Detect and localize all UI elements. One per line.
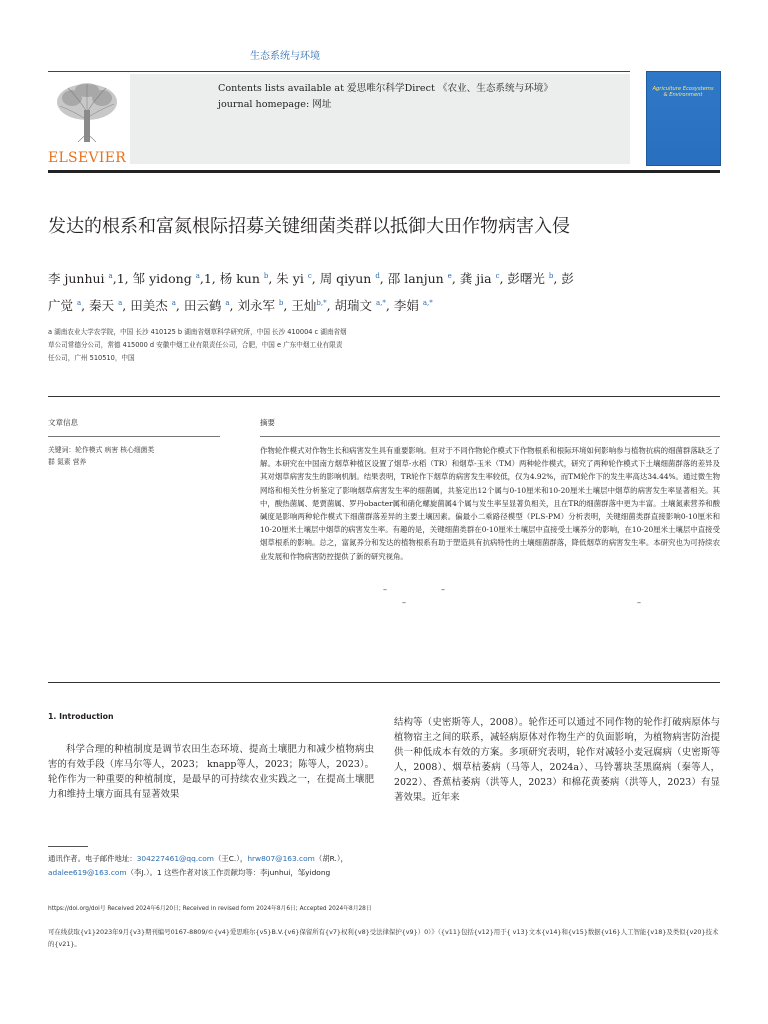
email-link[interactable]: adalee619@163.com — [48, 868, 127, 877]
affiliation-marker[interactable]: a,* — [376, 299, 386, 308]
author-list — [48, 264, 668, 318]
affiliation-marker[interactable]: a — [76, 299, 82, 308]
article-title: 发达的根系和富氮根际招募关键细菌类群以抵御大田作物病害入侵 — [48, 216, 570, 237]
affiliation-marker[interactable]: a — [118, 299, 123, 308]
footnote-rule — [48, 846, 88, 847]
affiliation-marker[interactable]: d — [375, 272, 380, 280]
separator-mark: – — [383, 585, 387, 594]
author-name[interactable]: , 龚 jia — [451, 271, 496, 287]
author-name[interactable]: , 彭曙光 — [499, 271, 549, 287]
section-heading: 1. Introduction — [48, 712, 114, 721]
separator-mark: – — [441, 585, 445, 594]
author-name[interactable]: , 田美杰 — [122, 298, 172, 314]
author-name[interactable]: , 田云鹤 — [175, 298, 226, 314]
abstract-label: 摘要 — [260, 418, 275, 427]
elsevier-wordmark: ELSEVIER — [48, 150, 126, 166]
author-name[interactable]: , 刘永军 — [229, 298, 279, 314]
elsevier-logo — [48, 76, 126, 166]
section-rule — [48, 396, 720, 397]
author-name[interactable]: , 周 qiyun — [311, 271, 376, 287]
affiliation-marker[interactable]: a — [171, 299, 176, 308]
journal-cover-title: Agriculture Ecosystems & Environment — [652, 86, 714, 99]
body-start-rule — [48, 682, 720, 683]
affiliation-marker[interactable]: a — [225, 299, 230, 308]
author-name[interactable]: , 朱 yi — [268, 271, 308, 287]
footnote-lead: 通讯作者。电子邮件地址： — [48, 854, 137, 863]
journal-name-link[interactable]: 生态系统与环境 — [250, 51, 320, 62]
email-link[interactable]: hrw807@163.com — [247, 854, 315, 863]
footnote-text: （胡R.）， — [314, 854, 348, 863]
footnote-text: （王C.）， — [213, 854, 248, 863]
header-bottom-rule — [48, 170, 720, 173]
affiliation-marker[interactable]: a — [108, 272, 113, 280]
affiliation-marker[interactable]: e — [447, 272, 452, 280]
article-info-label: 文章信息 — [48, 418, 78, 427]
contents-availability-line: Contents lists available at 爱思唯尔科学Direct 《农业、生态系统与环境》 journal homepage: 网址 — [218, 83, 553, 110]
keywords: 关键词：轮作模式 病害 核心细菌类群 氮素 营养 — [48, 446, 155, 466]
author-name[interactable]: ,1, 邹 yidong — [112, 271, 196, 287]
affiliation-marker[interactable]: b — [548, 272, 554, 280]
author-name[interactable]: , 王灿 — [283, 298, 317, 314]
affiliation-marker[interactable]: c — [495, 272, 500, 280]
affiliation-marker[interactable]: c — [307, 272, 312, 280]
corresponding-author-footnote — [48, 852, 468, 880]
footnote-text: （李J.）。1 这些作者对该工作贡献均等：李junhui，邹yidong — [126, 868, 331, 877]
affiliation-marker[interactable]: a — [195, 272, 200, 280]
author-name[interactable]: , 彭 — [553, 271, 574, 287]
doi-received-line[interactable]: https://doi.org/doi号 Received 2024年6月20日; Received in revised form 2024年8月6日; Accepted 2024年8月28日 — [48, 906, 372, 912]
separator-mark: – — [637, 598, 641, 607]
author-name[interactable]: , 胡瑞文 — [326, 298, 376, 314]
author-name[interactable]: 广觉 — [48, 298, 77, 314]
author-name[interactable]: , 邵 lanjun — [379, 271, 448, 287]
availability-copyright: 可在线获取{v1}2023年9月{v3}期刊编号0167-8809/©{v4}爱思唯尔{v5}B.V.{v6}保留所有{v7}权利{v8}受法律保护{v9}）0）》（{v11}包括{v12}用于{ v13}文本{v14}和{v15}数据{v16}人工智能{v18}及类似{v20}技术的{v21}。 — [48, 928, 719, 948]
author-name[interactable]: ,1, 杨 kun — [199, 271, 264, 287]
article-info-rule — [48, 436, 220, 437]
author-name[interactable]: , 李娟 — [385, 298, 423, 314]
affiliation-marker[interactable]: a,* — [422, 299, 433, 308]
header-top-rule — [48, 71, 630, 72]
intro-paragraph-right: 结构等（史密斯等人，2008）。轮作还可以通过不同作物的轮作打破病原体与植物宿主之间的联系，减轻病原体对作物生产的负面影响，为植物病害防治提供一种低成本有效的方案。多项研究表明，轮作对减轻小麦冠腐病（史密斯等人，2008）、烟草枯萎病（马等人，2024a）、马铃薯块茎黑腐病（秦等人，2022）、香蕉枯萎病（洪等人，2023）和棉花黄萎病（洪等人，2023）有显著效果。近年来 — [394, 717, 720, 803]
author-name[interactable]: , 秦天 — [81, 298, 119, 314]
email-link[interactable]: 304227461@qq.com — [136, 854, 214, 863]
elsevier-tree-icon — [48, 76, 126, 166]
separator-mark: – — [402, 598, 406, 607]
abstract-text: 作物轮作模式对作物生长和病害发生具有重要影响。但对于不同作物轮作模式下作物根系和根际环境如何影响参与植物抗病的细菌群落缺乏了解。本研究在中国南方烟草种植区设置了烟草-水稻（TR）和烟草-玉米（TM）两种轮作模式，研究了两种轮作模式下土壤细菌群落的差异及其对烟草病害发生的影响机制。结果表明，TR轮作下烟草的病害发生率较低，仅为4.92%，而TM轮作下的发生率高达34.44%。通过微生物网络和相关性分析鉴定了影响烟草病害发生率的细菌属，共鉴定出12个属与0-10厘米和10-20厘米土壤层中烟草的病害发生率显著相关。其中，酸热菌属、楚贾菌属、罗丹obacter属和硝化螺旋菌属4个属与发生率呈显著负相关，且在TR的细菌群落中更为丰富。土壤氮素营养和酸碱度是影响两种轮作模式下细菌群落差异的主要土壤因素。偏最小二乘路径模型（PLS-PM）分析表明，关键细菌类群直接影响0-10厘米和10-20厘米土壤层中烟草的病害发生率。有趣的是，关键细菌类群在0-10厘米土壤层中直接受土壤养分的影响，在10-20厘米土壤层中直接受烟草根系的影响。总之，富氮养分和发达的植物根系有助于塑造具有抗病特性的土壤细菌群落，降低烟草的病害发生率。本研究也为可持续农业发展和作物病害防控提供了新的研究视角。 — [260, 446, 720, 561]
affiliation-marker[interactable]: b — [263, 272, 269, 280]
affiliation-marker[interactable]: b,* — [316, 299, 327, 308]
author-name[interactable]: 李 junhui — [48, 271, 109, 287]
intro-paragraph-left: 科学合理的种植制度是调节农田生态环境、提高土壤肥力和减少植物病虫害的有效手段（库马尔等人，2023； knapp等人，2023；陈等人，2023）。轮作作为一种重要的种植制度，是最早的可持续农业实践之一，在提高土壤肥力和维持土壤方面具有显著效果 — [48, 744, 374, 800]
affiliations: a 湖南农业大学农学院，中国 长沙 410125 b 湖南省烟草科学研究所，中国 长沙 410004 c 湖南省烟草公司常德分公司，常德 415000 d 安徽中烟工业有限责任公司，合肥，中国 e 广东中烟工业有限责任公司，广州 510510，中国 — [48, 328, 347, 362]
affiliation-marker[interactable]: b — [278, 299, 284, 308]
abstract-rule — [260, 436, 720, 437]
